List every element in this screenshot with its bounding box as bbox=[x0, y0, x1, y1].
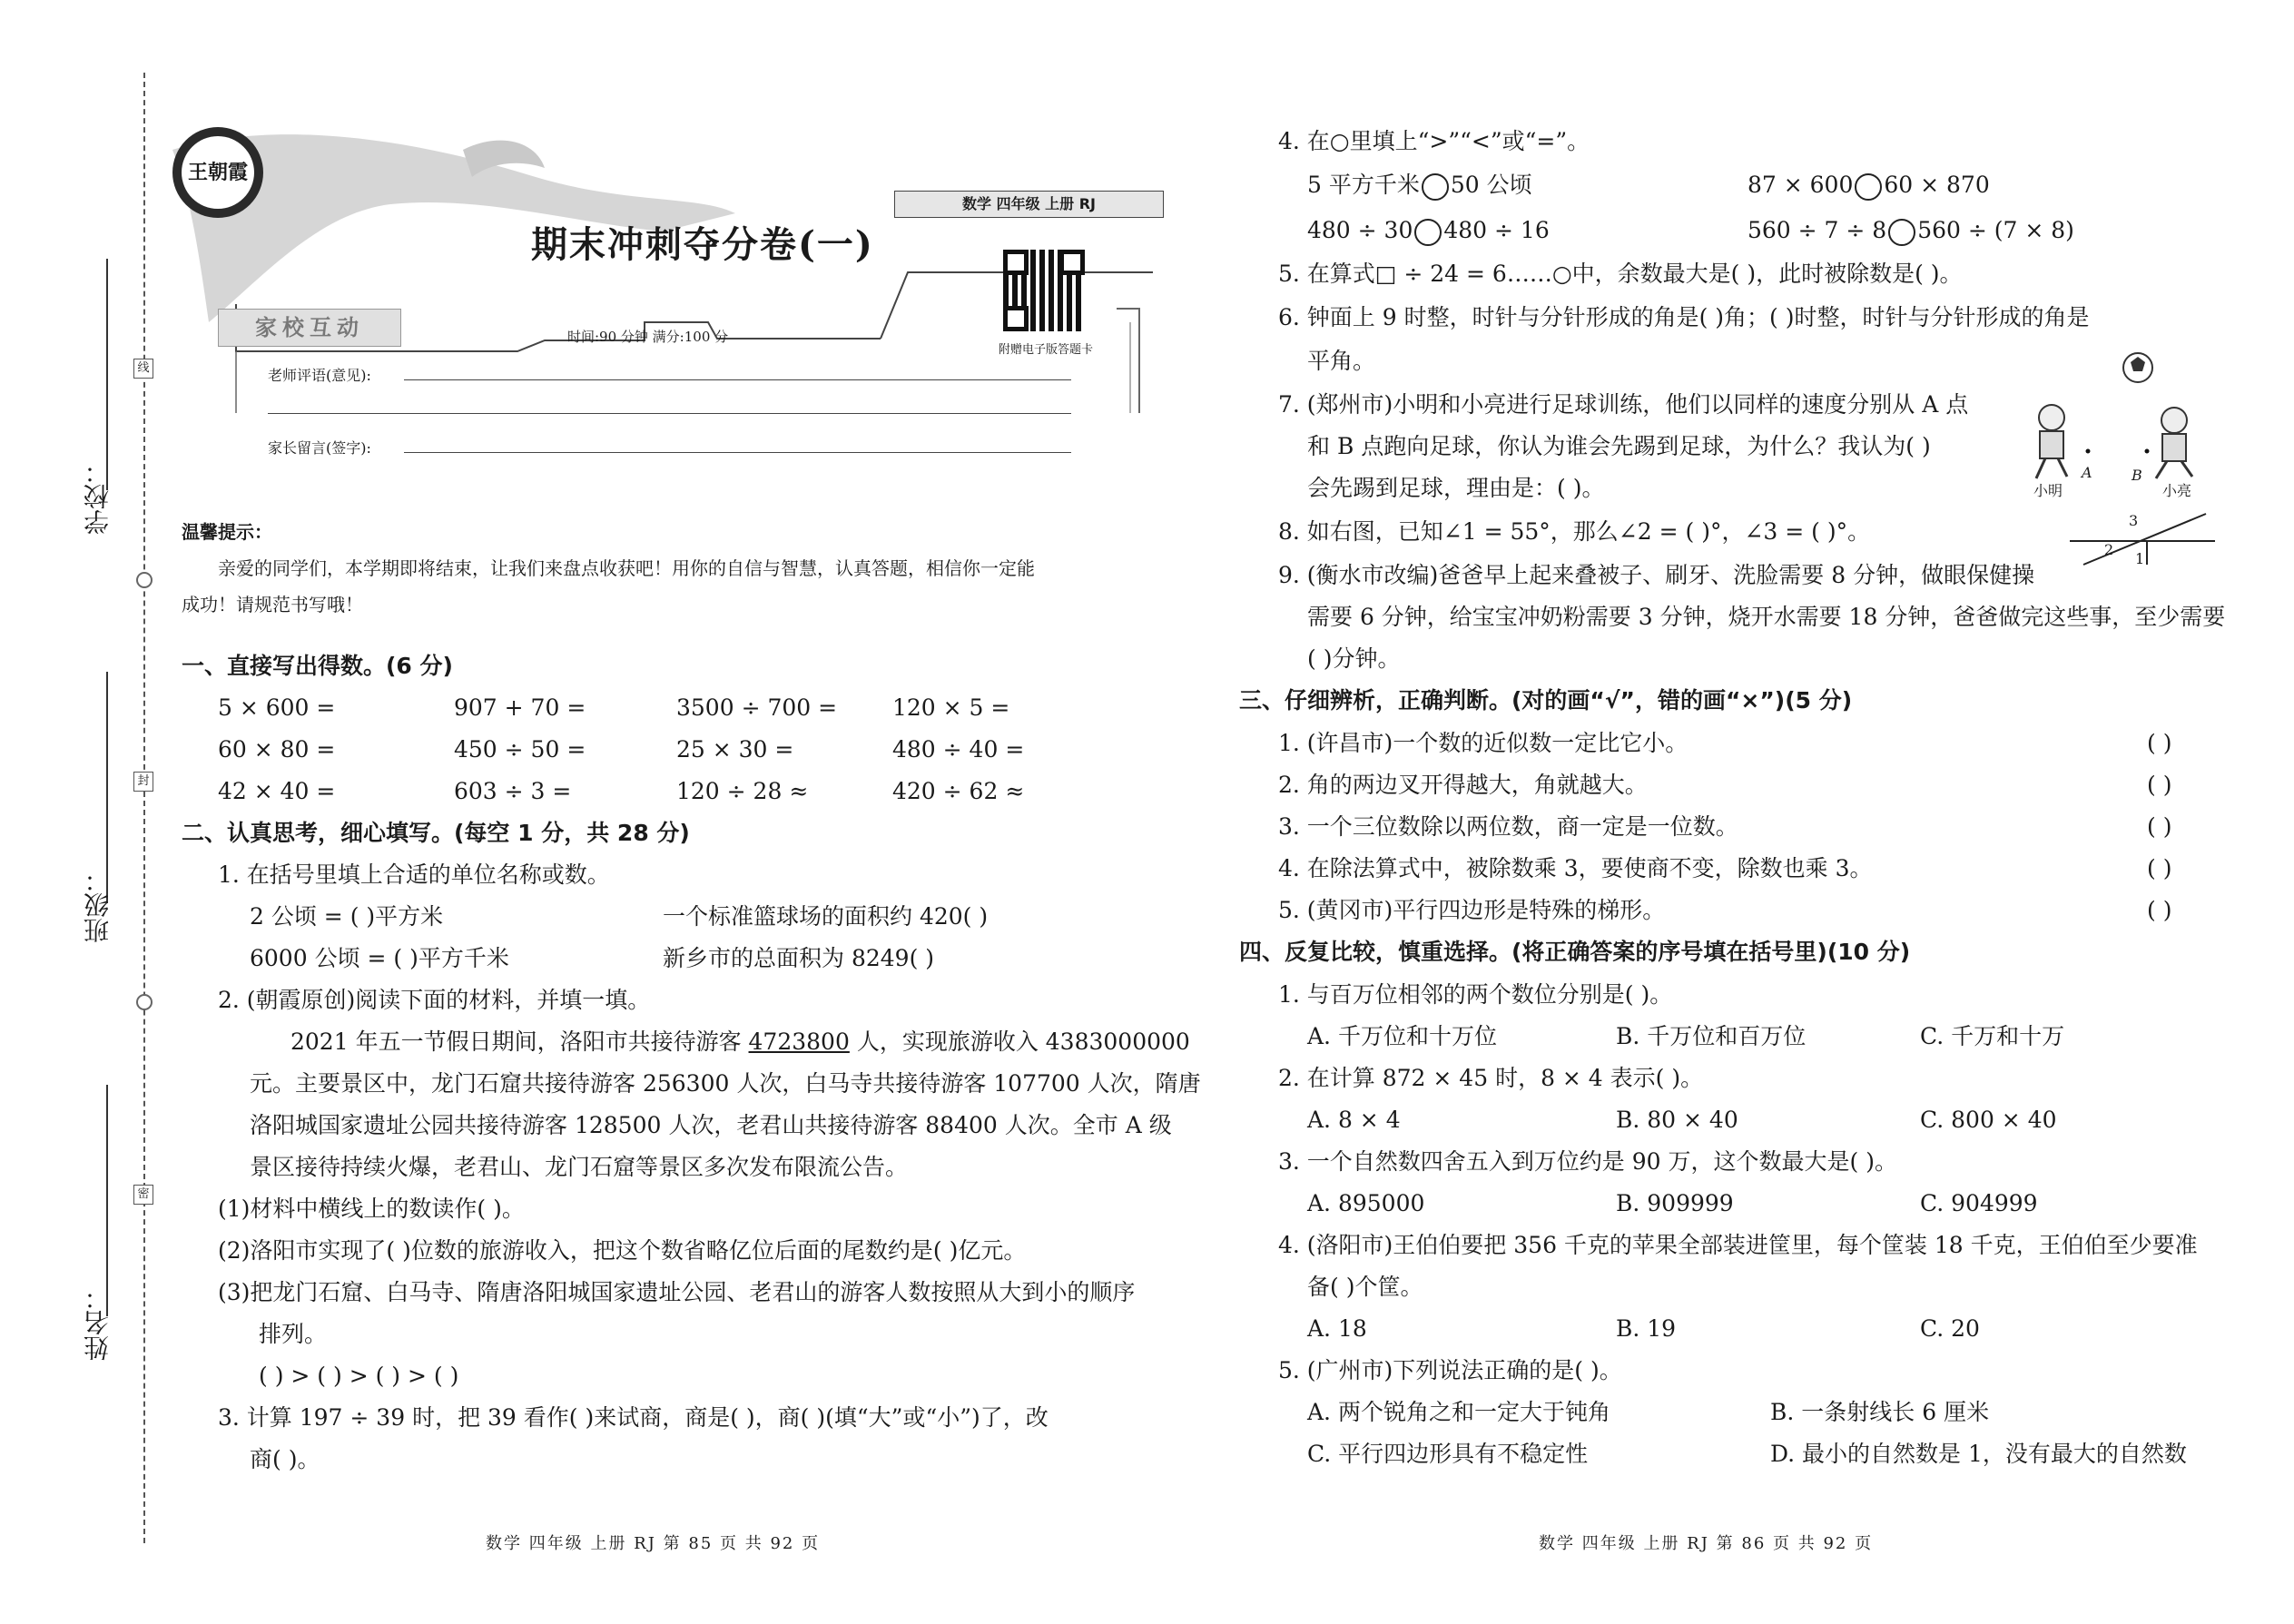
binding-dashed-line bbox=[143, 73, 145, 1543]
choice-question-1: 1. 与百万位相邻的两个数位分别是( )。 bbox=[1278, 981, 1673, 1008]
section-4-title: 四、反复比较，慎重选择。(将正确答案的序号填在括号里)(10 分) bbox=[1239, 939, 1911, 965]
footer-left: 数学 四年级 上册 RJ 第 85 页 共 92 页 bbox=[486, 1534, 821, 1553]
teacher-comment-label: 老师评语(意见): bbox=[268, 367, 371, 384]
time-score: 时间:90 分钟 满分:100 分 bbox=[567, 329, 729, 345]
choice-option: A. 两个锐角之和一定大于钝角 bbox=[1307, 1399, 1610, 1425]
section-3-title: 三、仔细辨析，正确判断。(对的画“√”，错的画“×”)(5 分) bbox=[1239, 687, 1853, 714]
subject-bar: 数学 四年级 上册 RJ bbox=[894, 191, 1164, 218]
question-2-1-a: 2 公顷 = ( )平方米 bbox=[250, 903, 444, 930]
choice-option: C. 904999 bbox=[1920, 1190, 2038, 1216]
judge-answer-blank[interactable]: ( ) bbox=[2147, 772, 2172, 798]
compare-c: 480 ÷ 30 480 ÷ 16 bbox=[1307, 216, 1550, 246]
question-2-7-c: 会先踢到足球，理由是：( )。 bbox=[1307, 475, 1605, 501]
section-2-title: 二、认真思考，细心填写。(每空 1 分，共 28 分) bbox=[182, 820, 690, 846]
tips-line-1: 亲爱的同学们，本学期即将结束，让我们来盘点收获吧！用你的自信与智慧，认真答题，相信你一定能 bbox=[218, 557, 1035, 579]
xiaoming-figure bbox=[2036, 405, 2067, 478]
qr-code[interactable] bbox=[1003, 250, 1085, 331]
footer-right: 数学 四年级 上册 RJ 第 86 页 共 92 页 bbox=[1539, 1534, 1874, 1553]
choice-question-4-cont: 备( )个筐。 bbox=[1307, 1274, 1423, 1300]
question-2-1-c: 6000 公顷 = ( )平方千米 bbox=[250, 945, 509, 971]
page-title: 期末冲刺夺分卷(一) bbox=[531, 223, 874, 266]
question-2-5: 5. 在算式□ ÷ 24 = 6……○中，余数最大是( )，此时被除数是( )。 bbox=[1278, 261, 1963, 287]
choice-option: A. 8 × 4 bbox=[1307, 1107, 1401, 1133]
question-2-7-b: 和 B 点跑向足球，你认为谁会先踢到足球，为什么？我认为( ) bbox=[1307, 433, 1931, 459]
question-2-9: 9. (衡水市改编)爸爸早上起来叠被子、刷牙、洗脸需要 8 分钟，做眼保健操 bbox=[1278, 562, 2035, 588]
passage-line-1: 2021 年五一节假日期间，洛阳市共接待游客 4723800 人，实现旅游收入 4383000000 bbox=[290, 1029, 1190, 1055]
choice-option: C. 平行四边形具有不稳定性 bbox=[1307, 1441, 1589, 1467]
choice-option: B. 909999 bbox=[1616, 1190, 1734, 1216]
passage-line-4: 景区接待持续火爆，老君山、龙门石窟等景区多次发布限流公告。 bbox=[250, 1154, 909, 1180]
qr-caption: 附赠电子版答题卡 bbox=[999, 343, 1094, 357]
sub-question-1: (1)材料中横线上的数读作( )。 bbox=[218, 1196, 525, 1222]
calc-item: 480 ÷ 40 = bbox=[892, 736, 1025, 763]
judge-answer-blank[interactable]: ( ) bbox=[2147, 855, 2172, 881]
home-school-badge: 家校互动 bbox=[218, 309, 401, 347]
brand-logo: 王朝霞 bbox=[172, 127, 263, 218]
question-2-1-b: 一个标准篮球场的面积约 420( ) bbox=[663, 903, 989, 930]
passage-line-2: 元。主要景区中，龙门石窟共接待游客 256300 人次，白马寺共接待游客 107700 人次，隋唐 bbox=[250, 1070, 1201, 1097]
question-2-4: 4. 在○里填上“>”“<”或“=”。 bbox=[1278, 128, 1590, 154]
binding-hole-icon bbox=[136, 572, 153, 588]
judge-item: 2. 角的两边叉开得越大，角就越大。 bbox=[1278, 772, 1648, 798]
school-label: 学校： bbox=[83, 458, 113, 535]
calc-item: 907 + 70 = bbox=[454, 694, 586, 721]
choice-question-5: 5. (广州市)下列说法正确的是( )。 bbox=[1278, 1357, 1622, 1383]
xiaoliang-figure bbox=[2156, 408, 2192, 478]
question-2-3-cont: 商( )。 bbox=[250, 1446, 320, 1472]
name-label: 姓名： bbox=[83, 1284, 113, 1361]
choice-option: C. 20 bbox=[1920, 1315, 1980, 1342]
class-label: 班级： bbox=[83, 867, 113, 943]
choice-question-2: 2. 在计算 872 × 45 时，8 × 4 表示( )。 bbox=[1278, 1065, 1704, 1091]
question-2-2: 2. (朝霞原创)阅读下面的材料，并填一填。 bbox=[218, 987, 651, 1013]
question-2-1: 1. 在括号里填上合适的单位名称或数。 bbox=[218, 861, 610, 888]
choice-question-4: 4. (洛阳市)王伯伯要把 356 千克的苹果全部装进筐里，每个筐装 18 千克，王伯伯至少要准 bbox=[1278, 1232, 2198, 1258]
choice-option: C. 800 × 40 bbox=[1920, 1107, 2057, 1133]
xiaoming-label: 小明 bbox=[2033, 482, 2063, 499]
ordering-blanks: ( ) > ( ) > ( ) > ( ) bbox=[259, 1363, 459, 1389]
choice-option: B. 千万位和百万位 bbox=[1616, 1023, 1807, 1049]
calc-item: 60 × 80 = bbox=[218, 736, 336, 763]
choice-option: D. 最小的自然数是 1，没有最大的自然数 bbox=[1770, 1441, 2187, 1467]
choice-question-3: 3. 一个自然数四舍五入到万位约是 90 万，这个数最大是( )。 bbox=[1278, 1148, 1897, 1175]
judge-answer-blank[interactable]: ( ) bbox=[2147, 897, 2172, 923]
choice-option: B. 19 bbox=[1616, 1315, 1677, 1342]
calc-item: 3500 ÷ 700 = bbox=[676, 694, 838, 721]
choice-option: B. 一条射线长 6 厘米 bbox=[1770, 1399, 1990, 1425]
point-a-label: A bbox=[2082, 464, 2092, 481]
judge-item: 3. 一个三位数除以两位数，商一定是一位数。 bbox=[1278, 813, 1738, 840]
question-2-6: 6. 钟面上 9 时整，时针与分针形成的角是( )角；( )时整，时针与分针形成的角是 bbox=[1278, 304, 2090, 330]
compare-circle[interactable] bbox=[1855, 173, 1882, 201]
calc-item: 25 × 30 = bbox=[676, 736, 794, 763]
judge-item: 4. 在除法算式中，被除数乘 3，要使商不变，除数也乘 3。 bbox=[1278, 855, 1873, 881]
choice-option: C. 千万和十万 bbox=[1920, 1023, 2065, 1049]
calc-item: 120 × 5 = bbox=[892, 694, 1010, 721]
underlined-number: 4723800 bbox=[748, 1029, 850, 1055]
question-2-6-cont: 平角。 bbox=[1307, 348, 1376, 374]
compare-a: 5 平方千米 50 公顷 bbox=[1307, 171, 1532, 201]
judge-item: 1. (许昌市)一个数的近似数一定比它小。 bbox=[1278, 730, 1689, 756]
calc-item: 603 ÷ 3 = bbox=[454, 778, 572, 804]
calc-item: 450 ÷ 50 = bbox=[454, 736, 586, 763]
school-write-line bbox=[106, 259, 108, 490]
choice-option: A. 895000 bbox=[1307, 1190, 1425, 1216]
angle-2-label: 2 bbox=[2104, 541, 2114, 558]
compare-circle[interactable] bbox=[1888, 219, 1915, 246]
tips-title: 温馨提示： bbox=[182, 521, 272, 543]
section-1-title: 一、直接写出得数。(6 分) bbox=[182, 653, 453, 679]
choice-option: A. 18 bbox=[1307, 1315, 1367, 1342]
binding-hole-icon bbox=[136, 994, 153, 1010]
xiaoliang-label: 小亮 bbox=[2162, 482, 2192, 499]
point-b-label: B bbox=[2132, 467, 2142, 484]
passage-line-3: 洛阳城国家遗址公园共接待游客 128500 人次，老君山共接待游客 88400 人次。全市 A 级 bbox=[250, 1112, 1172, 1138]
sub-question-3: (3)把龙门石窟、白马寺、隋唐洛阳城国家遗址公园、老君山的游客人数按照从大到小的顺序 bbox=[218, 1279, 1136, 1305]
choice-option: A. 千万位和十万位 bbox=[1307, 1023, 1497, 1049]
teacher-comment-line-2[interactable] bbox=[268, 413, 1071, 414]
calc-item: 120 ÷ 28 ≈ bbox=[676, 778, 809, 804]
question-2-3: 3. 计算 197 ÷ 39 时，把 39 看作( )来试商，商是( )，商( )(填“大”或“小”)了，改 bbox=[218, 1404, 1049, 1431]
question-2-9-b: 需要 6 分钟，给宝宝冲奶粉需要 3 分钟，烧开水需要 18 分钟，爸爸做完这些事，至少需要 bbox=[1307, 604, 2226, 630]
sub-question-2: (2)洛阳市实现了( )位数的旅游收入，把这个数省略亿位后面的尾数约是( )亿元。 bbox=[218, 1237, 1027, 1264]
compare-d: 560 ÷ 7 ÷ 8 560 ÷ (7 × 8) bbox=[1748, 216, 2074, 246]
compare-circle[interactable] bbox=[1414, 219, 1442, 246]
angle-1-label: 1 bbox=[2135, 550, 2145, 567]
question-2-8: 8. 如右图，已知∠1 = 55°，那么∠2 = ( )°，∠3 = ( )°。 bbox=[1278, 518, 1871, 545]
question-2-9-c: ( )分钟。 bbox=[1307, 645, 1401, 672]
judge-answer-blank[interactable]: ( ) bbox=[2147, 813, 2172, 840]
seal-char-line: 线 bbox=[133, 359, 153, 379]
seal-char-seal: 封 bbox=[133, 772, 153, 792]
judge-answer-blank[interactable]: ( ) bbox=[2147, 730, 2172, 756]
calc-item: 5 × 600 = bbox=[218, 694, 336, 721]
angle-3-label: 3 bbox=[2129, 512, 2139, 529]
parent-note-label: 家长留言(签字): bbox=[268, 439, 371, 457]
calc-item: 420 ÷ 62 ≈ bbox=[892, 778, 1025, 804]
name-write-line bbox=[106, 1085, 108, 1316]
judge-item: 5. (黄冈市)平行四边形是特殊的梯形。 bbox=[1278, 897, 1666, 923]
calc-item: 42 × 40 = bbox=[218, 778, 336, 804]
tips-line-2: 成功！请规范书写哦！ bbox=[182, 594, 363, 615]
compare-circle[interactable] bbox=[1422, 173, 1449, 201]
seal-char-secret: 密 bbox=[133, 1185, 153, 1205]
question-2-1-d: 新乡市的总面积为 8249( ) bbox=[663, 945, 935, 971]
sub-question-3-cont: 排列。 bbox=[259, 1321, 328, 1347]
teacher-comment-line[interactable] bbox=[404, 379, 1071, 380]
parent-note-line[interactable] bbox=[404, 452, 1071, 453]
compare-b: 87 × 600 60 × 870 bbox=[1748, 171, 1990, 201]
choice-option: B. 80 × 40 bbox=[1616, 1107, 1738, 1133]
question-2-7: 7. (郑州市)小明和小亮进行足球训练，他们以同样的速度分别从 A 点 bbox=[1278, 391, 1969, 418]
